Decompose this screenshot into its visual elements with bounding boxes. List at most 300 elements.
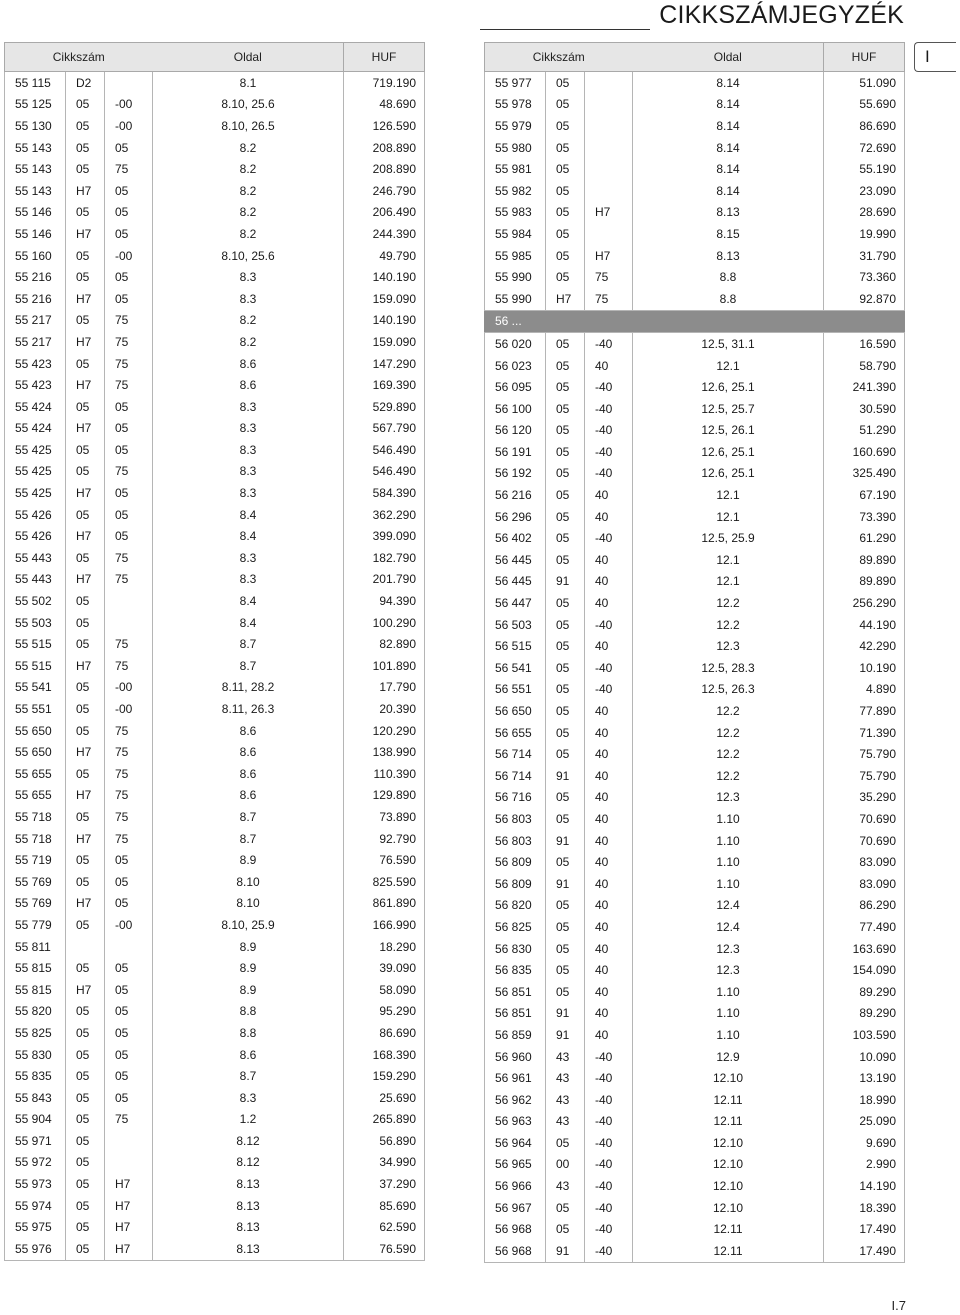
cell-oldal: 8.10, 26.5 [153, 115, 344, 137]
cell-cikkszam: 55 990 [485, 266, 546, 288]
cell-cikkszam: 56 716 [485, 787, 546, 809]
cell-variant-b: -00 [105, 698, 153, 720]
cell-variant-a: 43 [546, 1111, 585, 1133]
table-row [5, 482, 425, 504]
table-row [5, 698, 425, 720]
cell-huf: 28.690 [824, 202, 905, 224]
cell-variant-a: 91 [546, 873, 585, 895]
cell-cikkszam: 55 718 [5, 828, 66, 850]
cell-oldal: 12.6, 25.1 [633, 441, 824, 463]
cell-oldal: 8.9 [153, 849, 344, 871]
cell-variant-a: 05 [66, 547, 105, 569]
cell-oldal: 12.10 [633, 1175, 824, 1197]
cell-huf: 89.290 [824, 1003, 905, 1025]
cell-huf: 77.490 [824, 916, 905, 938]
table-row [5, 180, 425, 202]
cell-variant-b: 40 [585, 851, 633, 873]
cell-variant-a: H7 [66, 418, 105, 440]
cell-oldal: 8.13 [153, 1216, 344, 1238]
cell-huf: 110.390 [344, 763, 425, 785]
cell-huf: 10.090 [824, 1046, 905, 1068]
section-row [485, 310, 905, 333]
cell-cikkszam: 55 982 [485, 180, 546, 202]
cell-oldal: 12.11 [633, 1218, 824, 1240]
cell-huf: 89.290 [824, 981, 905, 1003]
cell-variant-a: 05 [66, 871, 105, 893]
cell-huf: 86.690 [824, 115, 905, 137]
table-row [5, 914, 425, 936]
cell-variant-a: H7 [66, 655, 105, 677]
cell-cikkszam: 55 769 [5, 893, 66, 915]
cell-cikkszam: 55 980 [485, 137, 546, 159]
table-row [5, 1238, 425, 1260]
cell-variant-a: 05 [546, 938, 585, 960]
cell-oldal: 8.14 [633, 115, 824, 137]
cell-oldal: 12.1 [633, 484, 824, 506]
cell-variant-a: 05 [546, 895, 585, 917]
table-row [5, 310, 425, 332]
table-row [485, 115, 905, 137]
cell-huf: 62.590 [344, 1216, 425, 1238]
table-row [485, 981, 905, 1003]
cell-huf: 56.890 [344, 1130, 425, 1152]
cell-variant-b: -40 [585, 527, 633, 549]
cell-variant-b: 75 [105, 828, 153, 850]
cell-variant-a: 05 [546, 115, 585, 137]
cell-variant-b: 75 [105, 1109, 153, 1131]
cell-variant-a: 05 [66, 1130, 105, 1152]
cell-huf: 166.990 [344, 914, 425, 936]
cell-variant-b: -40 [585, 376, 633, 398]
table-row [485, 959, 905, 981]
cell-variant-b [105, 1152, 153, 1174]
cell-variant-b: 05 [105, 266, 153, 288]
cell-variant-a: 05 [546, 1197, 585, 1219]
table-row [5, 461, 425, 483]
cell-variant-b: -40 [585, 1111, 633, 1133]
cell-huf: 39.090 [344, 957, 425, 979]
cell-variant-b: 75 [105, 374, 153, 396]
cell-huf: 208.890 [344, 137, 425, 159]
cell-huf: 48.690 [344, 94, 425, 116]
cell-huf: 71.390 [824, 722, 905, 744]
cell-huf: 17.790 [344, 677, 425, 699]
cell-variant-b: -00 [105, 94, 153, 116]
cell-cikkszam: 56 655 [485, 722, 546, 744]
cell-variant-a: 05 [66, 633, 105, 655]
table-row [485, 592, 905, 614]
cell-variant-b: -40 [585, 1067, 633, 1089]
cell-variant-b: -40 [585, 1218, 633, 1240]
cell-variant-a: 05 [546, 592, 585, 614]
cell-variant-b: 05 [105, 482, 153, 504]
table-row [485, 765, 905, 787]
cell-variant-a: 05 [546, 441, 585, 463]
cell-variant-a: H7 [66, 288, 105, 310]
cell-huf: 89.890 [824, 571, 905, 593]
cell-oldal: 12.2 [633, 722, 824, 744]
cell-huf: 67.190 [824, 484, 905, 506]
cell-cikkszam: 55 971 [5, 1130, 66, 1152]
cell-huf: 201.790 [344, 569, 425, 591]
cell-variant-b: 05 [105, 1044, 153, 1066]
cell-cikkszam: 55 843 [5, 1087, 66, 1109]
cell-oldal: 8.11, 26.3 [153, 698, 344, 720]
cell-cikkszam: 55 904 [5, 1109, 66, 1131]
cell-cikkszam: 55 426 [5, 525, 66, 547]
cell-cikkszam: 56 964 [485, 1132, 546, 1154]
cell-huf: 82.890 [344, 633, 425, 655]
cell-variant-a: 91 [546, 571, 585, 593]
cell-cikkszam: 55 811 [5, 936, 66, 958]
table-row [5, 871, 425, 893]
cell-oldal: 8.4 [153, 590, 344, 612]
cell-variant-a: 05 [546, 700, 585, 722]
cell-variant-a: H7 [66, 893, 105, 915]
cell-huf: 44.190 [824, 614, 905, 636]
cell-huf: 92.870 [824, 288, 905, 310]
cell-variant-a: 05 [66, 957, 105, 979]
cell-oldal: 8.13 [153, 1238, 344, 1260]
cell-oldal: 8.9 [153, 957, 344, 979]
cell-oldal: 8.6 [153, 741, 344, 763]
cell-variant-a: H7 [66, 785, 105, 807]
cell-huf: 31.790 [824, 245, 905, 267]
cell-oldal: 8.3 [153, 288, 344, 310]
cell-cikkszam: 55 551 [5, 698, 66, 720]
col-header-cikkszam: Cikkszám [485, 43, 633, 72]
cell-variant-b [585, 137, 633, 159]
cell-oldal: 8.7 [153, 655, 344, 677]
cell-variant-b: H7 [585, 202, 633, 224]
cell-oldal: 8.7 [153, 1065, 344, 1087]
table-row [485, 1240, 905, 1262]
cell-cikkszam: 55 978 [485, 94, 546, 116]
cell-variant-a: H7 [66, 331, 105, 353]
cell-huf: 58.090 [344, 979, 425, 1001]
cell-cikkszam: 55 443 [5, 569, 66, 591]
cell-variant-a: H7 [66, 482, 105, 504]
cell-variant-a: 05 [66, 396, 105, 418]
cell-variant-a: D2 [66, 72, 105, 94]
cell-oldal: 12.5, 25.9 [633, 527, 824, 549]
cell-variant-b [105, 612, 153, 634]
cell-variant-a: 05 [66, 1087, 105, 1109]
table-row [5, 223, 425, 245]
cell-cikkszam: 56 216 [485, 484, 546, 506]
table-row [5, 633, 425, 655]
cell-variant-a [66, 936, 105, 958]
table-row [485, 1218, 905, 1240]
cell-cikkszam: 55 146 [5, 202, 66, 224]
cell-cikkszam: 56 445 [485, 571, 546, 593]
cell-variant-b: -40 [585, 679, 633, 701]
cell-huf: 719.190 [344, 72, 425, 94]
table-row [485, 137, 905, 159]
table-row [485, 1046, 905, 1068]
index-tab[interactable]: I [914, 42, 956, 72]
cell-cikkszam: 56 851 [485, 981, 546, 1003]
table-row [485, 938, 905, 960]
cell-variant-b: 40 [585, 938, 633, 960]
cell-huf: 825.590 [344, 871, 425, 893]
cell-cikkszam: 55 975 [5, 1216, 66, 1238]
cell-cikkszam: 56 023 [485, 355, 546, 377]
cell-variant-b: 75 [105, 353, 153, 375]
cell-variant-b: 05 [105, 137, 153, 159]
cell-oldal: 8.14 [633, 180, 824, 202]
cell-variant-a: 05 [66, 1173, 105, 1195]
cell-variant-a: 05 [546, 463, 585, 485]
cell-oldal: 12.2 [633, 743, 824, 765]
cell-huf: 42.290 [824, 635, 905, 657]
cell-oldal: 8.13 [633, 245, 824, 267]
cell-variant-b: 75 [105, 633, 153, 655]
cell-cikkszam: 55 983 [485, 202, 546, 224]
cell-cikkszam: 56 963 [485, 1111, 546, 1133]
cell-cikkszam: 55 825 [5, 1022, 66, 1044]
cell-oldal: 12.3 [633, 938, 824, 960]
cell-cikkszam: 55 718 [5, 806, 66, 828]
cell-huf: 256.290 [824, 592, 905, 614]
table-row [485, 333, 905, 355]
cell-oldal: 12.5, 25.7 [633, 398, 824, 420]
cell-variant-a: 91 [546, 1003, 585, 1025]
cell-variant-b [585, 94, 633, 116]
table-row [485, 180, 905, 202]
cell-cikkszam: 55 424 [5, 418, 66, 440]
cell-variant-b: 05 [105, 180, 153, 202]
table-row [485, 787, 905, 809]
cell-variant-a: H7 [66, 374, 105, 396]
table-row [485, 441, 905, 463]
cell-oldal: 8.3 [153, 482, 344, 504]
table-row [5, 1152, 425, 1174]
cell-huf: 159.090 [344, 288, 425, 310]
cell-variant-b: 05 [105, 396, 153, 418]
cell-variant-b: 40 [585, 787, 633, 809]
cell-variant-b: 75 [105, 569, 153, 591]
cell-oldal: 8.2 [153, 223, 344, 245]
cell-variant-a: H7 [66, 180, 105, 202]
table-row [485, 1003, 905, 1025]
cell-cikkszam: 55 820 [5, 1001, 66, 1023]
table-header-row [5, 43, 425, 72]
cell-huf: 76.590 [344, 849, 425, 871]
cell-cikkszam: 55 655 [5, 763, 66, 785]
cell-huf: 94.390 [344, 590, 425, 612]
cell-variant-b: 05 [105, 1001, 153, 1023]
cell-huf: 23.090 [824, 180, 905, 202]
cell-variant-b: H7 [105, 1216, 153, 1238]
cell-variant-b: 40 [585, 571, 633, 593]
header-rule [480, 29, 650, 30]
cell-oldal: 8.7 [153, 806, 344, 828]
cell-variant-a: 05 [66, 914, 105, 936]
cell-cikkszam: 55 426 [5, 504, 66, 526]
cell-variant-a: 05 [66, 94, 105, 116]
cell-variant-a: 05 [546, 245, 585, 267]
cell-variant-b: 05 [105, 849, 153, 871]
cell-variant-a: 05 [546, 333, 585, 355]
cell-cikkszam: 56 968 [485, 1218, 546, 1240]
cell-variant-a: 91 [546, 1240, 585, 1262]
table-row [485, 420, 905, 442]
cell-huf: 55.690 [824, 94, 905, 116]
table-row [485, 808, 905, 830]
cell-oldal: 1.10 [633, 830, 824, 852]
cell-variant-a: 05 [546, 657, 585, 679]
table-row [5, 396, 425, 418]
cell-variant-b: -40 [585, 1046, 633, 1068]
cell-variant-a: H7 [66, 741, 105, 763]
cell-cikkszam: 55 425 [5, 482, 66, 504]
cell-variant-a: 05 [66, 1065, 105, 1087]
cell-cikkszam: 55 719 [5, 849, 66, 871]
cell-cikkszam: 56 445 [485, 549, 546, 571]
cell-variant-b: 40 [585, 895, 633, 917]
cell-huf: 20.390 [344, 698, 425, 720]
cell-huf: 168.390 [344, 1044, 425, 1066]
cell-variant-b: 40 [585, 549, 633, 571]
cell-variant-b: 75 [105, 547, 153, 569]
cell-huf: 49.790 [344, 245, 425, 267]
table-row [5, 763, 425, 785]
cell-variant-b: 05 [105, 1022, 153, 1044]
cell-variant-a: 43 [546, 1175, 585, 1197]
table-row [5, 1109, 425, 1131]
cell-oldal: 8.13 [153, 1195, 344, 1217]
cell-variant-b: -40 [585, 657, 633, 679]
cell-oldal: 12.5, 26.1 [633, 420, 824, 442]
cell-variant-a: 05 [546, 549, 585, 571]
cell-variant-a: 05 [546, 851, 585, 873]
cell-huf: 163.690 [824, 938, 905, 960]
cell-variant-a: 05 [546, 959, 585, 981]
cell-variant-a: 05 [546, 420, 585, 442]
cell-variant-b: 75 [105, 158, 153, 180]
cell-oldal: 8.14 [633, 94, 824, 116]
cell-huf: 169.390 [344, 374, 425, 396]
cell-oldal: 8.12 [153, 1130, 344, 1152]
cell-variant-a: 91 [546, 765, 585, 787]
cell-variant-b: 40 [585, 700, 633, 722]
cell-variant-b: 40 [585, 959, 633, 981]
cell-variant-a: 05 [546, 376, 585, 398]
cell-variant-a: H7 [66, 569, 105, 591]
cell-variant-b [585, 180, 633, 202]
cell-cikkszam: 55 125 [5, 94, 66, 116]
cell-cikkszam: 56 803 [485, 808, 546, 830]
cell-cikkszam: 55 985 [485, 245, 546, 267]
cell-oldal: 12.2 [633, 614, 824, 636]
cell-variant-a: 05 [546, 180, 585, 202]
cell-oldal: 12.4 [633, 916, 824, 938]
cell-variant-a: 05 [66, 1001, 105, 1023]
cell-variant-a: 05 [546, 398, 585, 420]
cell-cikkszam: 55 981 [485, 158, 546, 180]
page-number: I.7 [891, 1298, 906, 1313]
cell-variant-b: 40 [585, 830, 633, 852]
cell-variant-a: 05 [66, 1195, 105, 1217]
table-row [485, 851, 905, 873]
cell-oldal: 8.9 [153, 979, 344, 1001]
cell-variant-b: 40 [585, 1024, 633, 1046]
cell-oldal: 1.10 [633, 1003, 824, 1025]
table-row [485, 288, 905, 310]
cell-variant-a: 05 [546, 1218, 585, 1240]
cell-cikkszam: 56 714 [485, 743, 546, 765]
table-row [5, 893, 425, 915]
cell-huf: 103.590 [824, 1024, 905, 1046]
cell-variant-b: 05 [105, 418, 153, 440]
cell-huf: 101.890 [344, 655, 425, 677]
cell-oldal: 8.2 [153, 310, 344, 332]
cell-huf: 73.390 [824, 506, 905, 528]
cell-variant-a: 05 [66, 504, 105, 526]
table-row [5, 374, 425, 396]
cell-oldal: 12.5, 26.3 [633, 679, 824, 701]
cell-cikkszam: 55 216 [5, 288, 66, 310]
table-row [5, 979, 425, 1001]
cell-variant-a: 05 [66, 849, 105, 871]
cell-cikkszam: 55 217 [5, 331, 66, 353]
cell-oldal: 1.10 [633, 1024, 824, 1046]
cell-huf: 19.990 [824, 223, 905, 245]
cell-variant-b: 05 [105, 202, 153, 224]
cell-oldal: 12.10 [633, 1197, 824, 1219]
cell-huf: 14.190 [824, 1175, 905, 1197]
table-row [485, 830, 905, 852]
cell-oldal: 8.2 [153, 158, 344, 180]
cell-huf: 35.290 [824, 787, 905, 809]
page-title: CIKKSZÁMJEGYZÉK [659, 1, 904, 29]
cell-variant-b: 05 [105, 957, 153, 979]
table-row [5, 828, 425, 850]
cell-cikkszam: 56 803 [485, 830, 546, 852]
cell-cikkszam: 55 143 [5, 158, 66, 180]
cell-huf: 51.290 [824, 420, 905, 442]
cell-oldal: 8.10, 25.6 [153, 245, 344, 267]
cell-oldal: 8.2 [153, 202, 344, 224]
cell-variant-b: -40 [585, 1154, 633, 1176]
cell-cikkszam: 56 965 [485, 1154, 546, 1176]
cell-cikkszam: 55 424 [5, 396, 66, 418]
cell-oldal: 12.3 [633, 787, 824, 809]
cell-variant-b [105, 1130, 153, 1152]
cell-huf: 120.290 [344, 720, 425, 742]
cell-huf: 325.490 [824, 463, 905, 485]
cell-variant-b: 75 [105, 310, 153, 332]
cell-cikkszam: 56 714 [485, 765, 546, 787]
cell-oldal: 8.6 [153, 785, 344, 807]
table-row [485, 223, 905, 245]
cell-huf: 584.390 [344, 482, 425, 504]
cell-oldal: 8.10, 25.6 [153, 94, 344, 116]
table-row [485, 202, 905, 224]
table-row [485, 571, 905, 593]
cell-huf: 73.890 [344, 806, 425, 828]
cell-variant-b: -00 [105, 245, 153, 267]
cell-cikkszam: 55 425 [5, 461, 66, 483]
cell-variant-a: 05 [66, 806, 105, 828]
cell-variant-a: 91 [546, 1024, 585, 1046]
cell-variant-a: 05 [66, 677, 105, 699]
cell-huf: 16.590 [824, 333, 905, 355]
table-row [485, 463, 905, 485]
cell-variant-a: 05 [66, 266, 105, 288]
cell-oldal: 12.6, 25.1 [633, 463, 824, 485]
